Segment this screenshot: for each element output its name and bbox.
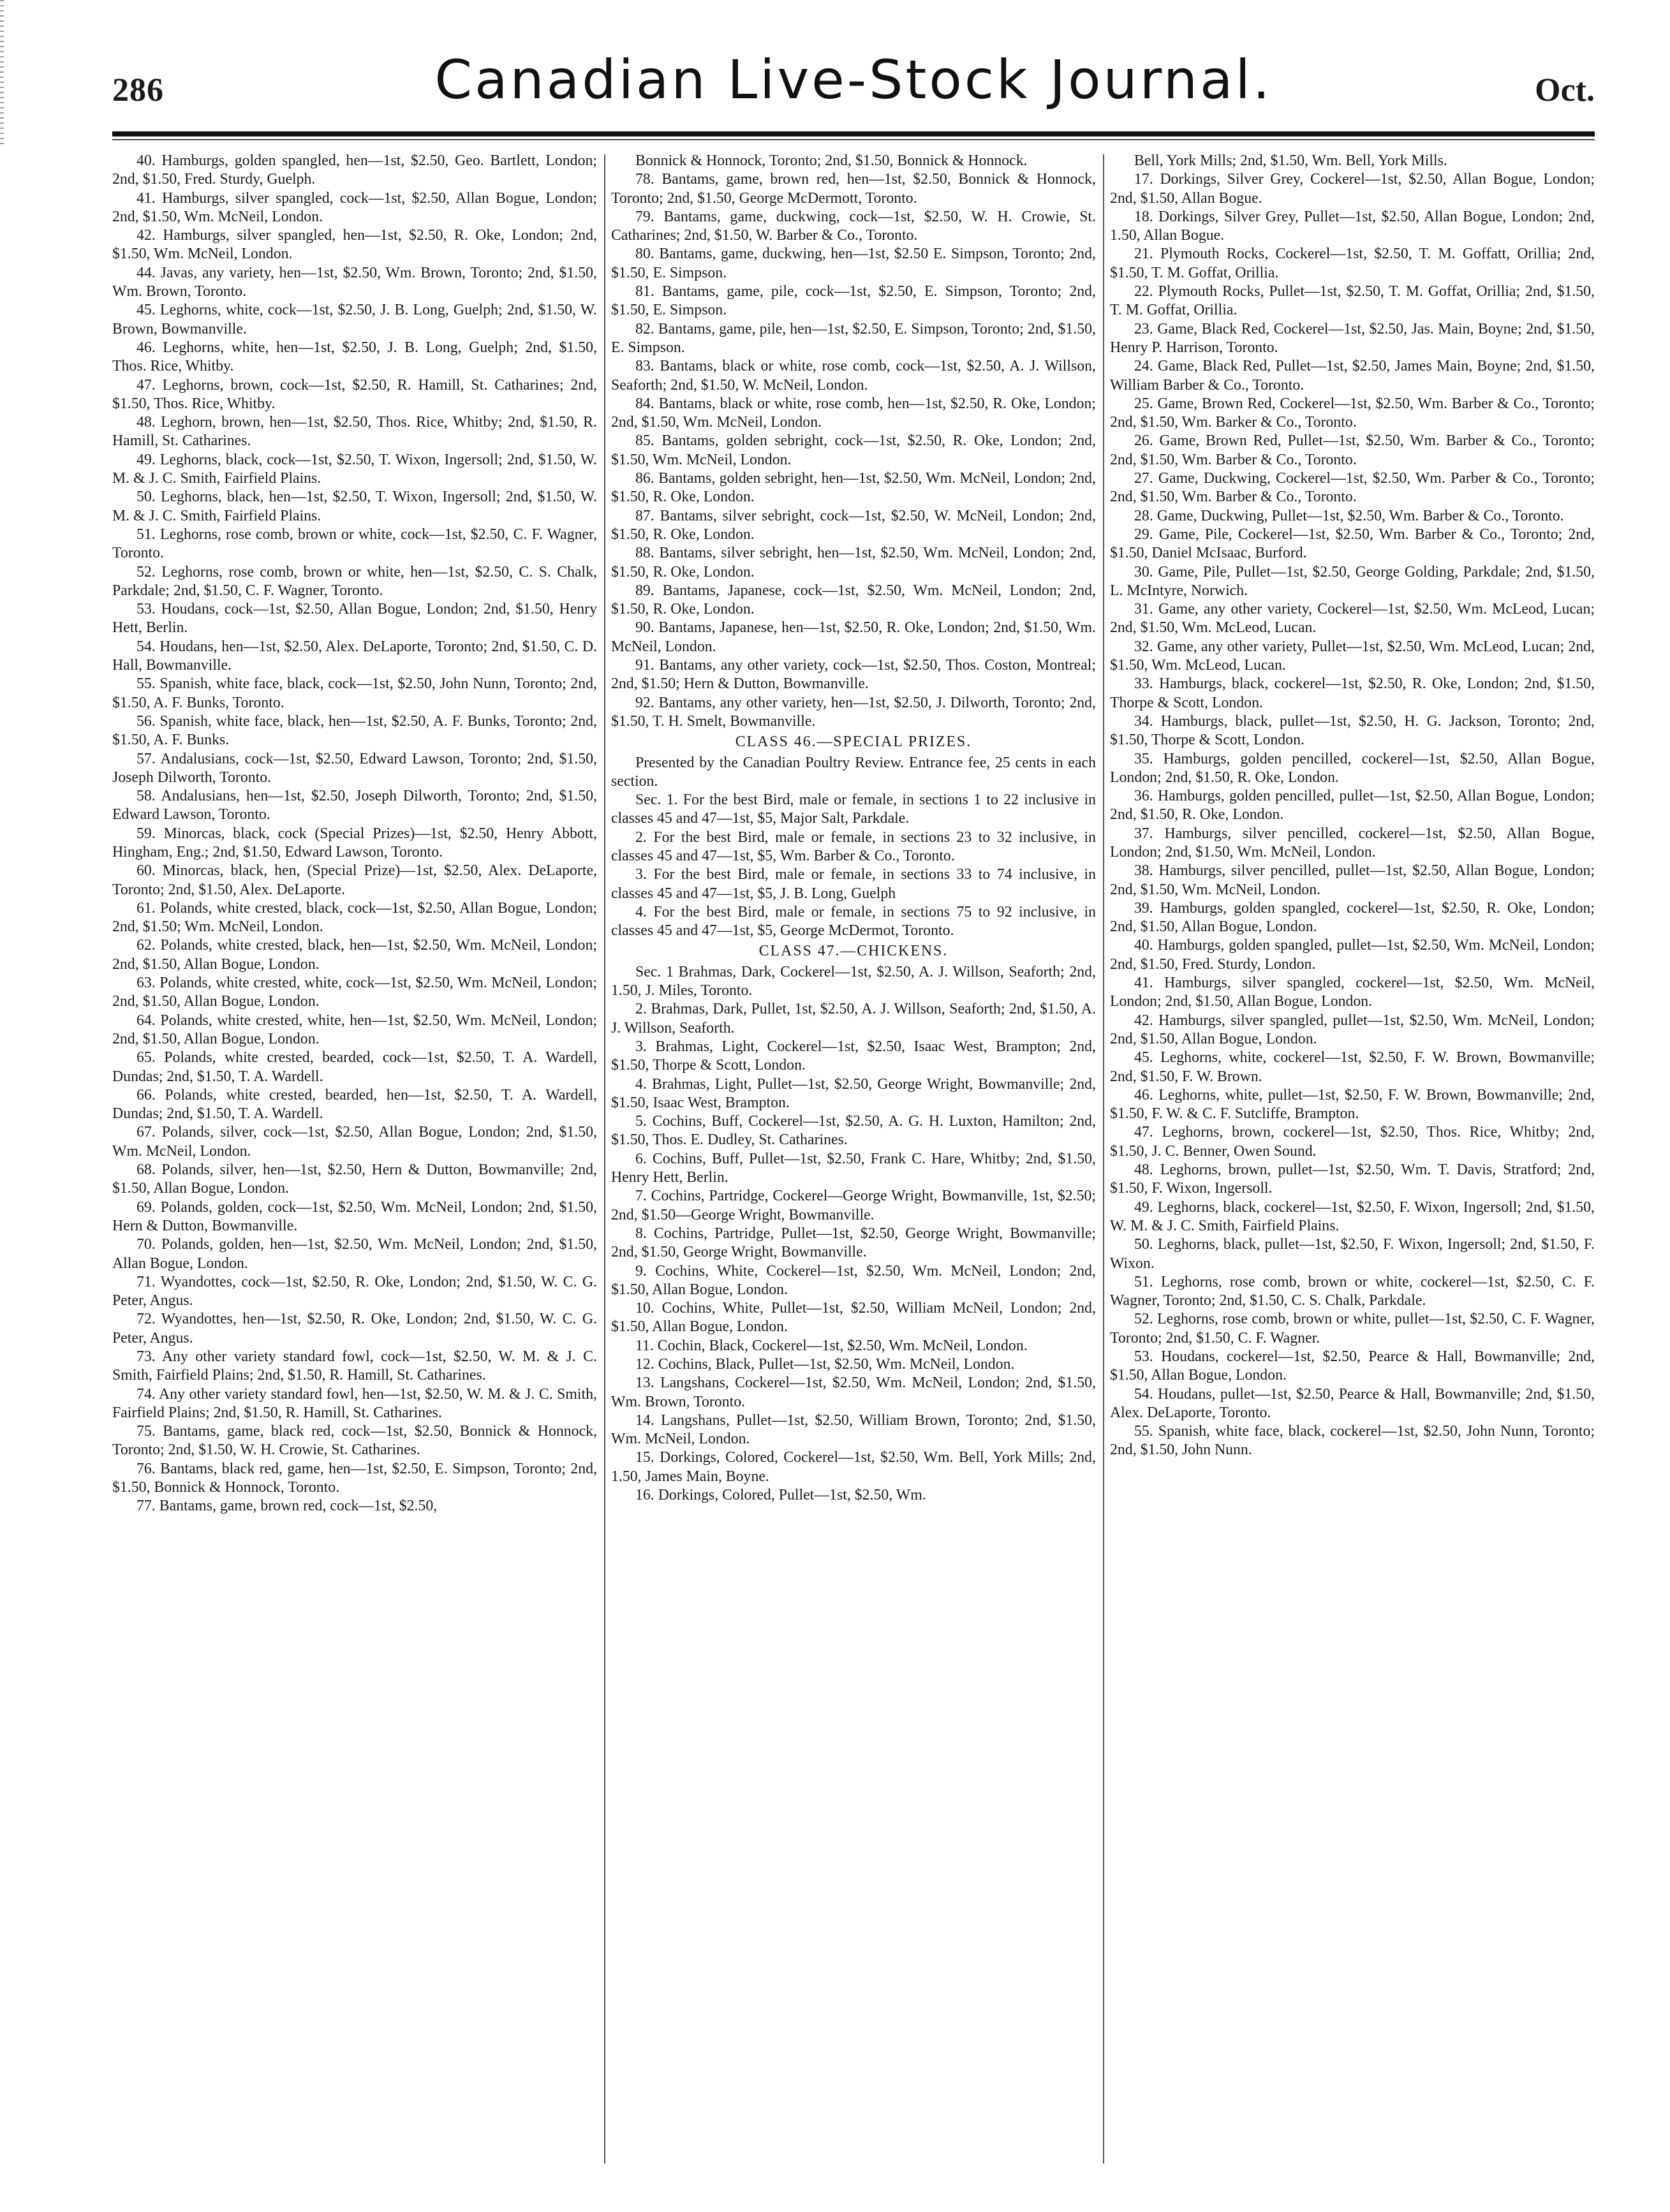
prize-entry: 54. Houdans, hen—1st, $2.50, Alex. DeLaporte, Toronto; 2nd, $1.50, C. D. Hall, Bowmanville.: [112, 638, 597, 674]
header-rule: [112, 131, 1595, 136]
prize-entry: 85. Bantams, golden sebright, cock—1st, $2.50, R. Oke, London; 2nd, $1.50, Wm. McNeil, London.: [611, 432, 1096, 468]
prize-entry: 14. Langshans, Pullet—1st, $2.50, William Brown, Toronto; 2nd, $1.50, Wm. McNeil, London.: [611, 1412, 1096, 1448]
prize-entry: 46. Leghorns, white, pullet—1st, $2.50, F. W. Brown, Bowmanville; 2nd, $1.50, F. W. & C. F. Sutcliffe, Brampton.: [1110, 1086, 1595, 1123]
column-2: [611, 152, 1096, 2193]
prize-entry: 29. Game, Pile, Cockerel—1st, $2.50, Wm. Barber & Co., Toronto; 2nd, $1.50, Daniel McIsaac, Burford.: [1110, 526, 1595, 562]
prize-entry: 28. Game, Duckwing, Pullet—1st, $2.50, Wm. Barber & Co., Toronto.: [1134, 507, 1564, 524]
prize-entry: 50. Leghorns, black, hen—1st, $2.50, T. Wixon, Ingersoll; 2nd, $1.50, W. M. & J. C. Smith, Fairfield Plains.: [112, 489, 597, 524]
issue-month: Oct.: [1535, 72, 1595, 108]
prize-entry: 26. Game, Brown Red, Pullet—1st, $2.50, Wm. Barber & Co., Toronto; 2nd, $1.50, Wm. Barber & Co., Toronto.: [1110, 432, 1595, 468]
prize-entry: 90. Bantams, Japanese, hen—1st, $2.50, R. Oke, London; 2nd, $1.50, Wm. McNeil, London.: [611, 619, 1096, 655]
prize-entry: 3. Brahmas, Light, Cockerel—1st, $2.50, Isaac West, Brampton; 2nd, $1.50, Thorpe & Scott, London.: [611, 1038, 1096, 1074]
prize-entry: 60. Minorcas, black, hen, (Special Prize)—1st, $2.50, Alex. DeLaporte, Toronto; 2nd, $1.50, Alex. DeLaporte.: [112, 862, 597, 898]
prize-entry: 57. Andalusians, cock—1st, $2.50, Edward Lawson, Toronto; 2nd, $1.50, Joseph Dilworth, Toronto.: [112, 750, 597, 786]
prize-entry: 42. Hamburgs, silver spangled, pullet—1st, $2.50, Wm. McNeil, London; 2nd, $1.50, Allan Bogue, London.: [1110, 1012, 1595, 1047]
prize-entry: 21. Plymouth Rocks, Cockerel—1st, $2.50, T. M. Goffatt, Orillia; 2nd, $1.50, T. M. Goffat, Orillia.: [1110, 246, 1595, 281]
prize-entry: 67. Polands, silver, cock—1st, $2.50, Allan Bogue, London; 2nd, $1.50, Wm. McNeil, London.: [112, 1124, 597, 1160]
scan-edge-marks: [0, 0, 4, 147]
prize-entry: 64. Polands, white crested, white, hen—1st, $2.50, Wm. McNeil, London; 2nd, $1.50, Allan Bogue, London.: [112, 1012, 597, 1047]
prize-entry: 13. Langshans, Cockerel—1st, $2.50, Wm. McNeil, London; 2nd, $1.50, Wm. Brown, Toronto.: [611, 1375, 1096, 1410]
prize-entry: 45. Leghorns, white, cock—1st, $2.50, J. B. Long, Guelph; 2nd, $1.50, W. Brown, Bowmanville.: [112, 302, 597, 337]
prize-entry: 30. Game, Pile, Pullet—1st, $2.50, George Golding, Parkdale; 2nd, $1.50, L. McIntyre, Norwich.: [1110, 563, 1595, 599]
column-3: [1110, 152, 1595, 2193]
prize-entry: 53. Houdans, cockerel—1st, $2.50, Pearce & Hall, Bowmanville; 2nd, $1.50, Allan Bogue, London.: [1110, 1348, 1595, 1384]
header-rule-thin: [112, 139, 1595, 140]
prize-entry: 63. Polands, white crested, white, cock—1st, $2.50, Wm. McNeil, London; 2nd, $1.50, Allan Bogue, London.: [112, 975, 597, 1010]
prize-entry: 37. Hamburgs, silver pencilled, cockerel—1st, $2.50, Allan Bogue, London; 2nd, $1.50, Wm. McNeil, London.: [1110, 825, 1595, 860]
prize-entry: 32. Game, any other variety, Pullet—1st, $2.50, Wm. McLeod, Lucan; 2nd, $1.50, Wm. McLeod, Lucan.: [1110, 638, 1595, 674]
page-header: [112, 45, 1595, 124]
prize-entry: 71. Wyandottes, cock—1st, $2.50, R. Oke, London; 2nd, $1.50, W. C. G. Peter, Angus.: [112, 1273, 597, 1309]
prize-entry: 16. Dorkings, Colored, Pullet—1st, $2.50, Wm.: [635, 1487, 926, 1504]
prize-entry: 17. Dorkings, Silver Grey, Cockerel—1st, $2.50, Allan Bogue, London; 2nd, $1.50, Allan Bogue.: [1110, 171, 1595, 207]
prize-entry: Bonnick & Honnock, Toronto; 2nd, $1.50, Bonnick & Honnock.: [635, 152, 1028, 169]
prize-entry: 4. Brahmas, Light, Pullet—1st, $2.50, George Wright, Bowmanville; 2nd, $1.50, Isaac West, Brampton.: [611, 1075, 1096, 1111]
prize-entry: Sec. 1. For the best Bird, male or female, in sections 1 to 22 inclusive in classes 45 and 47—1st, $5, Major Salt, Parkdale.: [611, 792, 1096, 827]
prize-entry: 53. Houdans, cock—1st, $2.50, Allan Bogue, London; 2nd, $1.50, Henry Hett, Berlin.: [112, 601, 597, 637]
class-heading: CLASS 46.—SPECIAL PRIZES.: [735, 734, 972, 751]
prize-entry: 50. Leghorns, black, pullet—1st, $2.50, F. Wixon, Ingersoll; 2nd, $1.50, F. Wixon.: [1110, 1236, 1595, 1272]
prize-entry: 6. Cochins, Buff, Pullet—1st, $2.50, Frank C. Hare, Whitby; 2nd, $1.50, Henry Hett, Berlin.: [611, 1150, 1096, 1186]
column-1: [112, 152, 597, 2193]
prize-entry: 40. Hamburgs, golden spangled, hen—1st, $2.50, Geo. Bartlett, London; 2nd, $1.50, Fred. Sturdy, Guelph.: [112, 152, 597, 188]
column-divider: [604, 154, 605, 2164]
prize-entry: 80. Bantams, game, duckwing, hen—1st, $2.50 E. Simpson, Toronto; 2nd, $1.50, E. Simpson.: [611, 246, 1096, 281]
prize-entry: 9. Cochins, White, Cockerel—1st, $2.50, Wm. McNeil, London; 2nd, $1.50, Allan Bogue, London.: [611, 1262, 1096, 1298]
prize-entry: 7. Cochins, Partridge, Cockerel—George Wright, Bowmanville, 1st, $2.50; 2nd, $1.50—George Wright, Bowmanville.: [611, 1188, 1096, 1223]
prize-entry: 92. Bantams, any other variety, hen—1st, $2.50, J. Dilworth, Toronto; 2nd, $1.50, T. H. Smelt, Bowmanville.: [611, 694, 1096, 730]
prize-entry: 36. Hamburgs, golden pencilled, pullet—1st, $2.50, Allan Bogue, London; 2nd, $1.50, R. Oke, London.: [1110, 788, 1595, 823]
prize-entry: 78. Bantams, game, brown red, hen—1st, $2.50, Bonnick & Honnock, Toronto; 2nd, $1.50, George McDermott, Toronto.: [611, 171, 1096, 207]
prize-entry: 47. Leghorns, brown, cock—1st, $2.50, R. Hamill, St. Catharines; 2nd, $1.50, Thos. Rice, Whitby.: [112, 376, 597, 412]
prize-entry: 48. Leghorns, brown, pullet—1st, $2.50, Wm. T. Davis, Stratford; 2nd, $1.50, F. Wixon, Ingersoll.: [1110, 1161, 1595, 1197]
prize-entry: 52. Leghorns, rose comb, brown or white, pullet—1st, $2.50, C. F. Wagner, Toronto; 2nd, $1.50, C. F. Wagner.: [1110, 1311, 1595, 1346]
prize-entry: 55. Spanish, white face, black, cockerel—1st, $2.50, John Nunn, Toronto; 2nd, $1.50, John Nunn.: [1110, 1423, 1595, 1459]
prize-entry: 86. Bantams, golden sebright, hen—1st, $2.50, Wm. McNeil, London; 2nd, $1.50, R. Oke, London.: [611, 470, 1096, 506]
prize-entry: 49. Leghorns, black, cockerel—1st, $2.50, F. Wixon, Ingersoll; 2nd, $1.50, W. M. & J. C. Smith, Fairfield Plains.: [1110, 1198, 1595, 1234]
prize-entry: 77. Bantams, game, brown red, cock—1st, $2.50,: [137, 1498, 438, 1515]
prize-entry: 34. Hamburgs, black, pullet—1st, $2.50, H. G. Jackson, Toronto; 2nd, $1.50, Thorpe & Scott, London.: [1110, 712, 1595, 749]
prize-entry: 84. Bantams, black or white, rose comb, hen—1st, $2.50, R. Oke, London; 2nd, $1.50, Wm. McNeil, London.: [611, 395, 1096, 431]
prize-entry: 83. Bantams, black or white, rose comb, cock—1st, $2.50, A. J. Willson, Seaforth; 2nd, $1.50, W. McNeil, London.: [611, 358, 1096, 394]
prize-entry: 66. Polands, white crested, bearded, hen—1st, $2.50, T. A. Wardell, Dundas; 2nd, $1.50, T. A. Wardell.: [112, 1086, 597, 1123]
prize-entry: 2. For the best Bird, male or female, in sections 23 to 32 inclusive, in classes 45 and 47—1st, $5, Wm. Barber & Co., Toronto.: [611, 829, 1096, 864]
prize-entry: 12. Cochins, Black, Pullet—1st, $2.50, Wm. McNeil, London.: [635, 1356, 1015, 1373]
prize-entry: 46. Leghorns, white, hen—1st, $2.50, J. B. Long, Guelph; 2nd, $1.50, Thos. Rice, Whitby.: [112, 339, 597, 375]
prize-entry: 25. Game, Brown Red, Cockerel—1st, $2.50, Wm. Barber & Co., Toronto; 2nd, $1.50, Wm. Barker & Co., Toronto.: [1110, 395, 1595, 431]
prize-entry: 41. Hamburgs, silver spangled, cock—1st, $2.50, Allan Bogue, London; 2nd, $1.50, Wm. McNeil, London.: [112, 189, 597, 225]
prize-entry: 24. Game, Black Red, Pullet—1st, $2.50, James Main, Boyne; 2nd, $1.50, William Barber & Co., Toronto.: [1110, 358, 1595, 394]
prize-entry: 69. Polands, golden, cock—1st, $2.50, Wm. McNeil, London; 2nd, $1.50, Hern & Dutton, Bowmanville.: [112, 1198, 597, 1234]
prize-entry: 89. Bantams, Japanese, cock—1st, $2.50, Wm. McNeil, London; 2nd, $1.50, R. Oke, London.: [611, 582, 1096, 618]
prize-entry: 41. Hamburgs, silver spangled, cockerel—1st, $2.50, Wm. McNeil, London; 2nd, $1.50, Allan Bogue, London.: [1110, 975, 1595, 1010]
prize-entry: 27. Game, Duckwing, Cockerel—1st, $2.50, Wm. Parber & Co., Toronto; 2nd, $1.50, Wm. Barber & Co., Toronto.: [1110, 470, 1595, 506]
prize-entry: 91. Bantams, any other variety, cock—1st, $2.50, Thos. Coston, Montreal; 2nd, $1.50; Hern & Dutton, Bowmanville.: [611, 657, 1096, 693]
prize-entry: 38. Hamburgs, silver pencilled, pullet—1st, $2.50, Allan Bogue, London; 2nd, $1.50, Wm. McNeil, London.: [1110, 862, 1595, 898]
prize-entry: 5. Cochins, Buff, Cockerel—1st, $2.50, A. G. H. Luxton, Hamilton; 2nd, $1.50, Thos. E. Dudley, St. Catharines.: [611, 1113, 1096, 1149]
prize-entry: 72. Wyandottes, hen—1st, $2.50, R. Oke, London; 2nd, $1.50, W. C. G. Peter, Angus.: [112, 1311, 597, 1346]
text-columns: [112, 152, 1595, 2193]
prize-entry: 40. Hamburgs, golden spangled, pullet—1st, $2.50, Wm. McNeil, London; 2nd, $1.50, Fred. Sturdy, London.: [1110, 937, 1595, 973]
prize-entry: 70. Polands, golden, hen—1st, $2.50, Wm. McNeil, London; 2nd, $1.50, Allan Bogue, London.: [112, 1236, 597, 1272]
prize-entry: 49. Leghorns, black, cock—1st, $2.50, T. Wixon, Ingersoll; 2nd, $1.50, W. M. & J. C. Smith, Fairfield Plains.: [112, 451, 597, 487]
prize-entry: 18. Dorkings, Silver Grey, Pullet—1st, $2.50, Allan Bogue, London; 2nd, 1.50, Allan Bogue.: [1110, 208, 1595, 244]
page-number: 286: [112, 72, 164, 108]
prize-entry: 56. Spanish, white face, black, hen—1st, $2.50, A. F. Bunks, Toronto; 2nd, $1.50, A. F. Bunks.: [112, 712, 597, 749]
prize-entry: 23. Game, Black Red, Cockerel—1st, $2.50, Jas. Main, Boyne; 2nd, $1.50, Henry P. Harrison, Toronto.: [1110, 320, 1595, 356]
prize-entry: 39. Hamburgs, golden spangled, cockerel—1st, $2.50, R. Oke, London; 2nd, $1.50, Allan Bogue, London.: [1110, 899, 1595, 936]
prize-entry: Presented by the Canadian Poultry Review. Entrance fee, 25 cents in each section.: [611, 754, 1096, 790]
prize-entry: 65. Polands, white crested, bearded, cock—1st, $2.50, T. A. Wardell, Dundas; 2nd, $1.50, T. A. Wardell.: [112, 1049, 597, 1085]
prize-entry: 88. Bantams, silver sebright, hen—1st, $2.50, Wm. McNeil, London; 2nd, $1.50, R. Oke, London.: [611, 545, 1096, 580]
prize-entry: 59. Minorcas, black, cock (Special Prizes)—1st, $2.50, Henry Abbott, Hingham, Eng.; 2nd, $1.50, Edward Lawson, Toronto.: [112, 825, 597, 860]
prize-entry: Bell, York Mills; 2nd, $1.50, Wm. Bell, York Mills.: [1134, 152, 1447, 169]
column-divider: [1103, 154, 1104, 2164]
prize-entry: 3. For the best Bird, male or female, in sections 33 to 74 inclusive, in classes 45 and 47—1st, $5, J. B. Long, Guelph: [611, 866, 1096, 902]
prize-entry: 55. Spanish, white face, black, cock—1st, $2.50, John Nunn, Toronto; 2nd, $1.50, A. F. Bunks, Toronto.: [112, 675, 597, 711]
prize-entry: 42. Hamburgs, silver spangled, hen—1st, $2.50, R. Oke, London; 2nd, $1.50, Wm. McNeil, London.: [112, 227, 597, 263]
prize-entry: 44. Javas, any variety, hen—1st, $2.50, Wm. Brown, Toronto; 2nd, $1.50, Wm. Brown, Toronto.: [112, 264, 597, 300]
prize-entry: 79. Bantams, game, duckwing, cock—1st, $2.50, W. H. Crowie, St. Catharines; 2nd, $1.50, W. Barber & Co., Toronto.: [611, 208, 1096, 244]
prize-entry: 47. Leghorns, brown, cockerel—1st, $2.50, Thos. Rice, Whitby; 2nd, $1.50, J. C. Benner, Owen Sound.: [1110, 1124, 1595, 1160]
prize-entry: 35. Hamburgs, golden pencilled, cockerel—1st, $2.50, Allan Bogue, London; 2nd, $1.50, R. Oke, London.: [1110, 750, 1595, 786]
prize-entry: 58. Andalusians, hen—1st, $2.50, Joseph Dilworth, Toronto; 2nd, $1.50, Edward Lawson, Toronto.: [112, 788, 597, 823]
prize-entry: 74. Any other variety standard fowl, hen—1st, $2.50, W. M. & J. C. Smith, Fairfield Plains; 2nd, $1.50, R. Hamill, St. Catharines.: [112, 1385, 597, 1421]
prize-entry: 4. For the best Bird, male or female, in sections 75 to 92 inclusive, in classes 45 and 47—1st, $5, George McDermot, Toronto.: [611, 903, 1096, 940]
prize-entry: 31. Game, any other variety, Cockerel—1st, $2.50, Wm. McLeod, Lucan; 2nd, $1.50, Wm. McLeod, Lucan.: [1110, 601, 1595, 637]
prize-entry: 10. Cochins, White, Pullet—1st, $2.50, William McNeil, London; 2nd, $1.50, Allan Bogue, London.: [611, 1300, 1096, 1336]
prize-entry: 54. Houdans, pullet—1st, $2.50, Pearce & Hall, Bowmanville; 2nd, $1.50, Alex. DeLaporte, Toronto.: [1110, 1385, 1595, 1421]
prize-entry: 75. Bantams, game, black red, cock—1st, $2.50, Bonnick & Honnock, Toronto; 2nd, $1.50, W. H. Crowie, St. Catharines.: [112, 1423, 597, 1459]
prize-entry: 45. Leghorns, white, cockerel—1st, $2.50, F. W. Brown, Bowmanville; 2nd, $1.50, F. W. Brown.: [1110, 1049, 1595, 1085]
prize-entry: 51. Leghorns, rose comb, brown or white, cockerel—1st, $2.50, C. F. Wagner, Toronto; 2nd, $1.50, C. S. Chalk, Parkdale.: [1110, 1273, 1595, 1309]
prize-entry: 48. Leghorn, brown, hen—1st, $2.50, Thos. Rice, Whitby; 2nd, $1.50, R. Hamill, St. Catharines.: [112, 414, 597, 450]
prize-entry: 51. Leghorns, rose comb, brown or white, cock—1st, $2.50, C. F. Wagner, Toronto.: [112, 526, 597, 562]
prize-entry: 11. Cochin, Black, Cockerel—1st, $2.50, Wm. McNeil, London.: [635, 1337, 1028, 1354]
prize-entry: 2. Brahmas, Dark, Pullet, 1st, $2.50, A. J. Willson, Seaforth; 2nd, $1.50, A. J. Willson, Seaforth.: [611, 1001, 1096, 1036]
prize-entry: 68. Polands, silver, hen—1st, $2.50, Hern & Dutton, Bowmanville; 2nd, $1.50, Allan Bogue, London.: [112, 1161, 597, 1197]
prize-entry: 62. Polands, white crested, black, hen—1st, $2.50, Wm. McNeil, London; 2nd, $1.50, Allan Bogue, London.: [112, 937, 597, 973]
prize-entry: 61. Polands, white crested, black, cock—1st, $2.50, Allan Bogue, London; 2nd, $1.50; Wm. McNeil, London.: [112, 899, 597, 936]
prize-entry: 52. Leghorns, rose comb, brown or white, hen—1st, $2.50, C. S. Chalk, Parkdale; 2nd, $1.50, C. F. Wagner, Toronto.: [112, 563, 597, 599]
prize-entry: 33. Hamburgs, black, cockerel—1st, $2.50, R. Oke, London; 2nd, $1.50, Thorpe & Scott, London.: [1110, 675, 1595, 711]
journal-title: Canadian Live-Stock Journal.: [434, 48, 1273, 111]
prize-entry: Sec. 1 Brahmas, Dark, Cockerel—1st, $2.50, A. J. Willson, Seaforth; 2nd, 1.50, J. Miles, Toronto.: [611, 963, 1096, 999]
prize-entry: 22. Plymouth Rocks, Pullet—1st, $2.50, T. M. Goffat, Orillia; 2nd, $1.50, T. M. Goffat, Orillia.: [1110, 283, 1595, 319]
prize-entry: 81. Bantams, game, pile, cock—1st, $2.50, E. Simpson, Toronto; 2nd, $1.50, E. Simpson.: [611, 283, 1096, 319]
class-heading: CLASS 47.—CHICKENS.: [758, 943, 949, 960]
prize-entry: 8. Cochins, Partridge, Pullet—1st, $2.50, George Wright, Bowmanville; 2nd, $1.50, George Wright, Bowmanville.: [611, 1225, 1096, 1261]
prize-entry: 15. Dorkings, Colored, Cockerel—1st, $2.50, Wm. Bell, York Mills; 2nd, 1.50, James Main, Boyne.: [611, 1449, 1096, 1485]
prize-entry: 87. Bantams, silver sebright, cock—1st, $2.50, W. McNeil, London; 2nd, $1.50, R. Oke, London.: [611, 507, 1096, 543]
prize-entry: 82. Bantams, game, pile, hen—1st, $2.50, E. Simpson, Toronto; 2nd, $1.50, E. Simpson.: [611, 320, 1096, 356]
prize-entry: 76. Bantams, black red, game, hen—1st, $2.50, E. Simpson, Toronto; 2nd, $1.50, Bonnick & Honnock, Toronto.: [112, 1460, 597, 1496]
prize-entry: 73. Any other variety standard fowl, cock—1st, $2.50, W. M. & J. C. Smith, Fairfield Plains; 2nd, $1.50, R. Hamill, St. Catharines.: [112, 1348, 597, 1384]
